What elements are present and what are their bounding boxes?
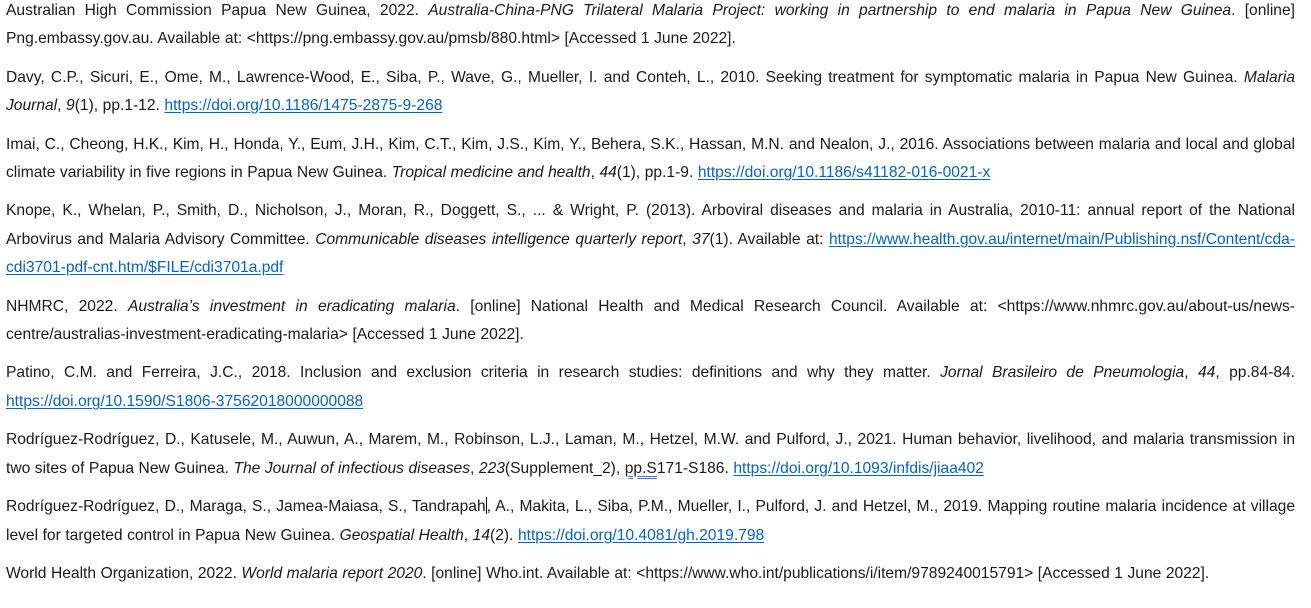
spellcheck-flagged-text[interactable]: pp.S (624, 459, 657, 477)
reference-entry (6, 426, 1295, 483)
reference-text: NHMRC, 2022. (6, 297, 128, 315)
reference-entry (6, 197, 1295, 282)
volume-number: 14 (472, 526, 490, 544)
reference-text: , (463, 526, 473, 544)
url-link[interactable]: https://www.health.gov.au/internet/main/Publishing.nsf/Content/cda-cdi3701-pdf-cnt.htm/$FILE/cdi3701a.pdf (6, 230, 1295, 277)
reference-text: Knope, K., Whelan, P., Smith, D., Nicholson, J., Moran, R., Doggett, S., ... & Wright, P. (2013). Arboviral diseases and malaria in Australia, 2010-11: annual report of the National Arbovirus and Malaria Advisory Committee. (6, 202, 1295, 248)
reference-text: , (682, 230, 693, 248)
reference-text: Australian High Commission Papua New Guinea, 2022. (6, 2, 429, 19)
volume-number: 44 (599, 164, 617, 182)
reference-entry (6, 560, 1295, 588)
reference-title: World malaria report 2020 (241, 564, 423, 582)
volume-number: 9 (66, 97, 75, 115)
volume-number: 37 (692, 230, 710, 248)
reference-entry (6, 64, 1295, 121)
reference-title: Australia-China-PNG Trilateral Malaria Project: working in partnership to end malaria in Papua New Guinea (428, 2, 1232, 19)
reference-text: (1), pp.1-12. (74, 97, 165, 115)
reference-entry (6, 359, 1295, 416)
doi-link[interactable]: https://doi.org/10.1590/S1806-37562018000000088 (6, 392, 364, 410)
journal-name: Tropical medicine and health (391, 164, 591, 182)
reference-text: Imai, C., Cheong, H.K., Kim, H., Honda, Y., Eum, J.H., Kim, C.T., Kim, J.S., Kim, Y., Behera, S.K., Hassan, M.N. and Nealon, J., 2016. Associations between malaria and local and global climate variability in five regions in Papua New Guinea. (6, 135, 1295, 182)
reference-text: Rodríguez-Rodríguez, D., Maraga, S., Jamea-Maiasa, S., Tandrapah (6, 498, 486, 516)
doi-link[interactable]: https://doi.org/10.1093/infdis/jiaa402 (733, 459, 984, 477)
reference-text: , pp.84-84. (1215, 364, 1295, 382)
volume-number: 223 (478, 459, 505, 477)
reference-text: . [online] Png.embassy.gov.au. Available at: <https://png.embassy.gov.au/pmsb/880.html> [Accessed 1 June 2022]. (6, 2, 1295, 48)
reference-text: , (590, 164, 600, 182)
journal-name: Geospatial Health (339, 526, 464, 544)
reference-text: , A., Makita, L., Siba, P.M., Mueller, I., Pulford, J. and Hetzel, M., 2019. Mapping routine malaria incidence at village level for targeted control in Papua New Guinea. (6, 498, 1296, 544)
reference-text: . [online] National Health and Medical Research Council. Available at: <https://www.nhmrc.gov.au/about-us/news-centre/australias-investment-eradicating-malaria> [Accessed 1 June 2022]. (6, 297, 1295, 344)
doi-link[interactable]: https://doi.org/10.1186/1475-2875-9-268 (164, 97, 443, 115)
reference-text: . [online] Who.int. Available at: <https://www.who.int/publications/i/item/9789240015791> [Accessed 1 June 2022]. (422, 564, 1210, 582)
reference-text: 171-S186. (656, 459, 734, 477)
reference-text: (2). (490, 526, 518, 544)
reference-text: Rodríguez-Rodríguez, D., Katusele, M., Auwun, A., Marem, M., Robinson, L.J., Laman, M., Hetzel, M.W. and Pulford, J., 2021. Human behavior, livelihood, and malaria transmission in two sites of Papua New Guinea. (6, 431, 1295, 477)
reference-entry (6, 0, 1295, 54)
reference-text: (1), pp.1-9. (616, 164, 698, 182)
reference-text: , (1184, 364, 1198, 382)
reference-title: Australia’s investment in eradicating malaria (127, 297, 456, 315)
journal-name: Jornal Brasileiro de Pneumologia (940, 364, 1185, 382)
reference-text: World Health Organization, 2022. (6, 564, 242, 582)
journal-name: The Journal of infectious diseases (233, 459, 471, 477)
journal-name: Communicable diseases intelligence quarterly report (315, 230, 683, 248)
reference-text: , (57, 97, 67, 115)
volume-number: 44 (1197, 364, 1216, 382)
doi-link[interactable]: https://doi.org/10.1186/s41182-016-0021-x (697, 164, 991, 182)
reference-entry (6, 493, 1295, 550)
reference-entry (6, 131, 1295, 188)
reference-text: (Supplement_2), (504, 459, 625, 477)
journal-name: Malaria Journal (6, 68, 1295, 115)
reference-text: Davy, C.P., Sicuri, E., Ome, M., Lawrence-Wood, E., Siba, P., Wave, G., Mueller, I. and Conteh, L., 2010. Seeking treatment for symptomatic malaria in Papua New Guinea. (6, 68, 1244, 86)
reference-entry (6, 293, 1295, 350)
doi-link[interactable]: https://doi.org/10.4081/gh.2019.798 (517, 526, 765, 544)
reference-text: , (470, 459, 479, 477)
reference-text: Patino, C.M. and Ferreira, J.C., 2018. Inclusion and exclusion criteria in research studies: definitions and why they matter. (6, 364, 941, 382)
reference-text: (1). Available at: (709, 230, 829, 248)
